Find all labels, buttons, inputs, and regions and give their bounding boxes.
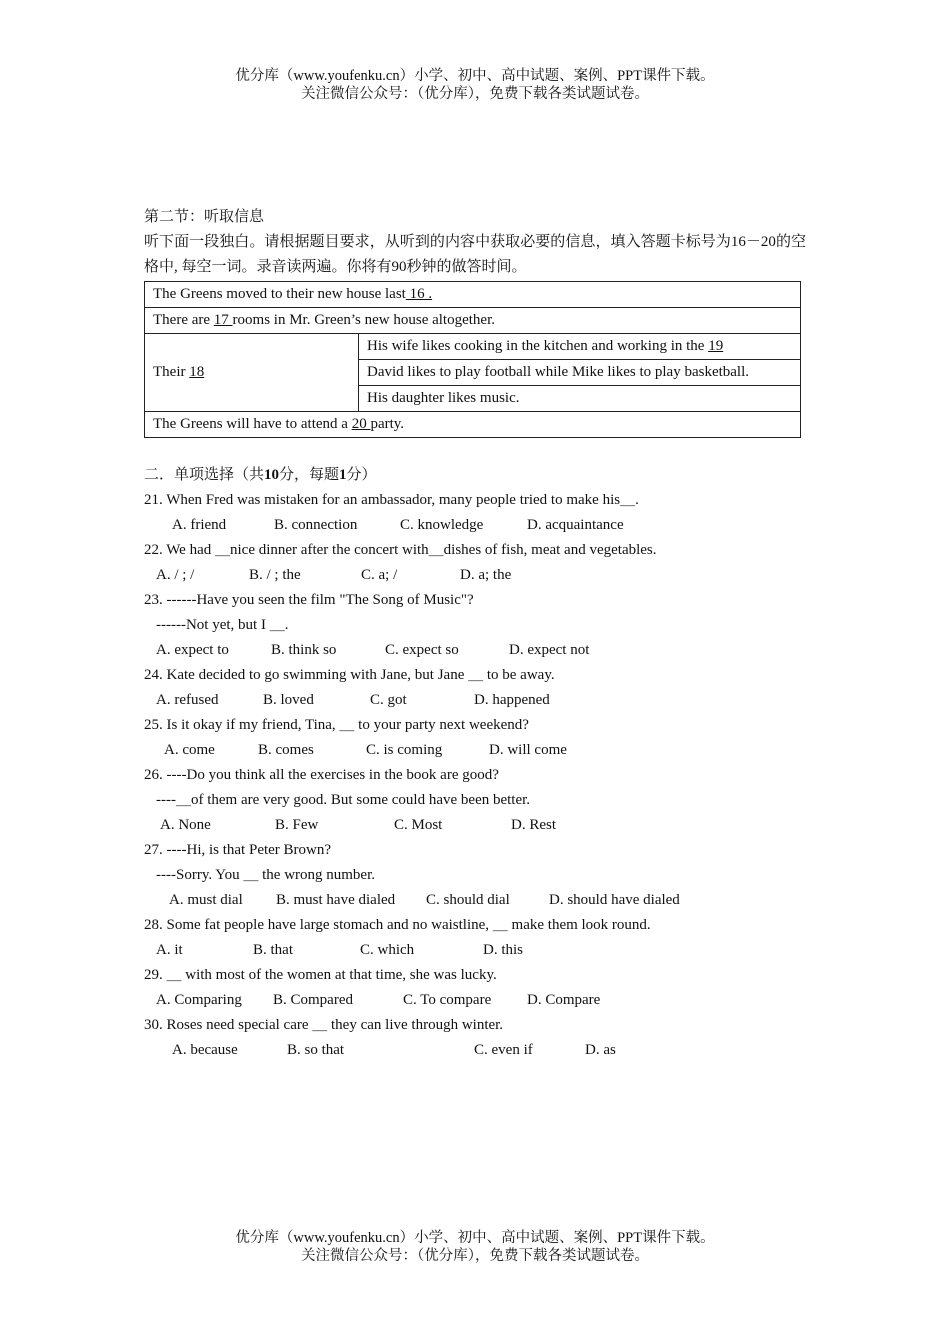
option-c[interactable]: C. should dial <box>426 892 510 908</box>
option-b[interactable]: B. loved <box>263 692 314 708</box>
option-b[interactable]: B. so that <box>287 1042 345 1058</box>
question-stem: 24. Kate decided to go swimming with Jane, but Jane ＿ to be away. <box>144 667 555 683</box>
table-cell <box>145 308 801 334</box>
question-stem: 21. When Fred was mistaken for an ambassador, many people tried to make his＿. <box>144 492 639 508</box>
section2-title: 第二节：听取信息 <box>144 209 265 225</box>
option-a[interactable]: A. because <box>172 1042 238 1058</box>
question-item <box>144 838 806 913</box>
option-c[interactable]: C. got <box>370 692 407 708</box>
option-b[interactable]: B. Compared <box>273 992 353 1008</box>
question-item <box>144 663 806 713</box>
question-item <box>144 588 806 663</box>
table-cell <box>145 412 801 438</box>
footer-line-1: 优分库（www.youfenku.cn）小学、初中、高中试题、案例、PPT课件下载。 <box>235 1230 715 1246</box>
title-text: 分） <box>346 467 377 483</box>
question-stem-reply: ----Sorry. You ＿ the wrong number. <box>156 867 376 883</box>
title-number: 10 <box>264 467 280 483</box>
option-d[interactable]: D. expect not <box>509 642 590 658</box>
question-item <box>144 713 806 763</box>
options-row <box>144 938 806 963</box>
option-d[interactable]: D. Compare <box>527 992 601 1008</box>
option-c[interactable]: C. Most <box>394 817 443 833</box>
header-line-1: 优分库（www.youfenku.cn）小学、初中、高中试题、案例、PPT课件下载。 <box>235 68 715 84</box>
question-stem: 29. ＿ with most of the women at that time, she was lucky. <box>144 967 497 983</box>
cell-text: There are <box>153 312 214 328</box>
options-row <box>144 688 806 713</box>
question-stem: 25. Is it okay if my friend, Tina, ＿ to your party next weekend? <box>144 717 529 733</box>
blank-20: 20 <box>351 416 371 432</box>
question-stem-reply: ----＿of them are very good. But some could have been better. <box>156 792 531 808</box>
option-a[interactable]: A. friend <box>172 517 227 533</box>
option-d[interactable]: D. happened <box>474 692 550 708</box>
option-d[interactable]: D. as <box>585 1042 616 1058</box>
page-header <box>0 67 950 103</box>
option-d[interactable]: D. Rest <box>511 817 556 833</box>
cell-text: Their <box>153 364 190 380</box>
blank-16: 16 . <box>405 286 433 302</box>
main-content <box>144 205 806 1063</box>
cell-text: The Greens moved to their new house last <box>153 286 406 302</box>
option-b[interactable]: B. / ; the <box>249 567 301 583</box>
option-a[interactable]: A. must dial <box>169 892 243 908</box>
options-row <box>144 563 806 588</box>
option-c[interactable]: C. even if <box>474 1042 533 1058</box>
option-d[interactable]: D. this <box>483 942 524 958</box>
option-b[interactable]: B. that <box>253 942 293 958</box>
options-row <box>144 813 806 838</box>
footer-line-2: 关注微信公众号：（优分库），免费下载各类试题试卷。 <box>301 1248 649 1264</box>
option-a[interactable]: A. Comparing <box>156 992 242 1008</box>
page-footer <box>0 1229 950 1265</box>
option-a[interactable]: A. refused <box>156 692 219 708</box>
option-b[interactable]: B. must have dialed <box>276 892 396 908</box>
question-stem: 23. ------Have you seen the film "The Song of Music"? <box>144 592 474 608</box>
title-number: 1 <box>339 467 347 483</box>
cell-text: rooms in Mr. Green’s new house altogether. <box>232 312 495 328</box>
question-item <box>144 913 806 963</box>
option-c[interactable]: C. which <box>360 942 415 958</box>
options-row <box>144 513 806 538</box>
option-b[interactable]: B. think so <box>271 642 337 658</box>
option-d[interactable]: D. will come <box>489 742 567 758</box>
section2-instructions: 听下面一段独白。请根据题目要求，从听到的内容中获取必要的信息，填入答题卡标号为16－20的空格中, 每空一词。录音读两遍。你将有90秒钟的做答时间。 <box>144 234 806 275</box>
cell-text: The Greens will have to attend a <box>153 416 352 432</box>
option-a[interactable]: A. expect to <box>156 642 229 658</box>
title-text: 二．单项选择（共 <box>144 467 265 483</box>
question-stem: 27. ----Hi, is that Peter Brown? <box>144 842 332 858</box>
option-c[interactable]: C. is coming <box>366 742 443 758</box>
question-stem-reply: ------Not yet, but I ＿. <box>156 617 289 633</box>
table-cell: David likes to play football while Mike likes to play basketball. <box>359 360 801 386</box>
option-a[interactable]: A. it <box>156 942 183 958</box>
blank-19: 19 <box>708 338 724 354</box>
question-item <box>144 963 806 1013</box>
table-cell <box>145 282 801 308</box>
blank-17: 17 <box>213 312 233 328</box>
question-stem: 26. ----Do you think all the exercises in the book are good? <box>144 767 499 783</box>
question-stem: 28. Some fat people have large stomach and no waistline, ＿ make them look round. <box>144 917 651 933</box>
options-row <box>144 1038 806 1063</box>
option-a[interactable]: A. come <box>164 742 215 758</box>
option-c[interactable]: C. a; / <box>361 567 398 583</box>
option-a[interactable]: A. / ; / <box>156 567 195 583</box>
question-item <box>144 538 806 588</box>
cell-text: party. <box>370 416 405 432</box>
question-stem: 30. Roses need special care ＿ they can live through winter. <box>144 1017 504 1033</box>
question-item <box>144 1013 806 1063</box>
question-stem: 22. We had ＿nice dinner after the concert with＿dishes of fish, meat and vegetables. <box>144 542 657 558</box>
table-cell: His daughter likes music. <box>359 386 801 412</box>
table-cell <box>145 334 359 412</box>
table-row <box>145 412 801 438</box>
cell-text: His wife likes cooking in the kitchen and working in the <box>367 338 709 354</box>
blank-18: 18 <box>189 364 205 380</box>
question-item <box>144 488 806 538</box>
header-line-2: 关注微信公众号：（优分库），免费下载各类试题试卷。 <box>301 86 649 102</box>
option-c[interactable]: C. To compare <box>403 992 492 1008</box>
options-row <box>144 988 806 1013</box>
option-b[interactable]: B. Few <box>275 817 319 833</box>
question-item <box>144 763 806 838</box>
title-text: 分，每题 <box>279 467 340 483</box>
table-row <box>145 282 801 308</box>
option-a[interactable]: A. None <box>160 817 211 833</box>
options-row <box>144 638 806 663</box>
listening-info-table <box>144 281 801 438</box>
table-row <box>145 334 801 360</box>
question-list <box>144 488 806 1063</box>
options-row <box>144 888 806 913</box>
table-row <box>145 308 801 334</box>
option-d[interactable]: D. acquaintance <box>527 517 624 533</box>
options-row <box>144 738 806 763</box>
option-d[interactable]: D. should have dialed <box>549 892 680 908</box>
option-d[interactable]: D. a; the <box>460 567 512 583</box>
option-b[interactable]: B. comes <box>258 742 314 758</box>
table-cell <box>359 334 801 360</box>
option-c[interactable]: C. expect so <box>385 642 459 658</box>
option-c[interactable]: C. knowledge <box>400 517 484 533</box>
part2-title <box>144 463 806 488</box>
option-b[interactable]: B. connection <box>274 517 358 533</box>
